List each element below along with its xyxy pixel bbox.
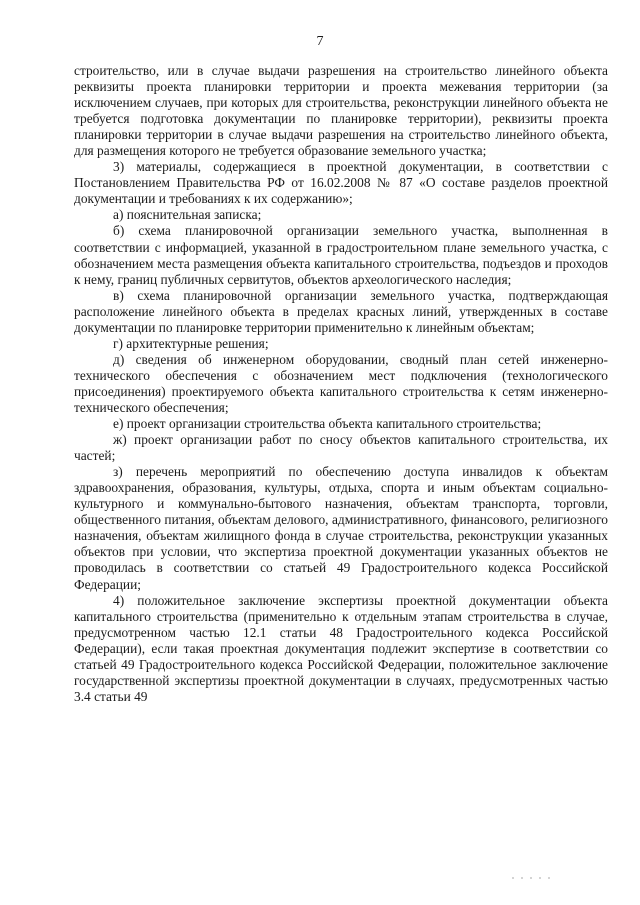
scan-artifact (512, 877, 554, 879)
paragraph-item-b: б) схема планировочной организации земельного участка, выполненная в соответствии с информацией, указанной в градостроительном плане земельного участка, с обозначением места размещения объекта капитального строительства, подъездов и проходов к нему, границ публичных сервитутов, объектов археологического наследия; (74, 223, 608, 287)
paragraph-item-d: д) сведения об инженерном оборудовании, сводный план сетей инженерно-технического обеспечения с обозначением мест подключения (технологического присоединения) проектируемого объекта капитального строительства к сетям инженерно-технического обеспечения; (74, 351, 608, 415)
paragraph-item-e: е) проект организации строительства объекта капитального строительства; (113, 416, 542, 432)
paragraph-item-3: 3) материалы, содержащиеся в проектной документации, в соответствии с Постановлением Правительства РФ от 16.02.2008 № 87 «О составе разделов проектной документации и требованиях к их содержанию»; (74, 159, 608, 207)
paragraph-item-4: 4) положительное заключение экспертизы проектной документации объекта капитального строительства (применительно к отдельным этапам строительства в случае, предусмотренном частью 12.1 статьи 48 Градостроительного кодекса Российской Федерации), если такая проектная документация подлежит экспертизе в соответствии со статьей 49 Градостроительного кодекса Российской Федерации, положительное заключение государственной экспертизы проектной документации в случаях, предусмотренных частью 3.4 статьи 49 (74, 592, 608, 704)
paragraph-item-z: з) перечень мероприятий по обеспечению доступа инвалидов к объектам здравоохранения, образования, культуры, отдыха, спорта и иным объектам социально-культурного и коммунально-бытового назначения, объектам транспорта, торговли, общественного питания, объектам делового, административного, финансового, религиозного назначения, объектам жилищного фонда в случае строительства, реконструкции указанных объектов при условии, что экспертиза проектной документации указанных объектов не проводилась в соответствии со статьей 49 Градостроительного кодекса Российской Федерации; (74, 464, 608, 592)
paragraph-item-zh: ж) проект организации работ по сносу объектов капитального строительства, их частей; (74, 432, 608, 464)
paragraph-item-v: в) схема планировочной организации земельного участка, подтверждающая расположение линейного объекта в пределах красных линий, утвержденных в составе документации по планировке территории применительно к линейным объектам; (74, 287, 608, 335)
page-number: 7 (316, 34, 324, 49)
paragraph-continuation: строительство, или в случае выдачи разрешения на строительство линейного объекта реквизиты проекта планировки территории и проекта межевания территории (за исключением случаев, при которых для строительства, реконструкции линейного объекта не требуется подготовка документации по планировке территории), реквизиты проекта планировки территории в случае выдачи разрешения на строительство линейного объекта, для размещения которого не требуется образование земельного участка; (74, 63, 608, 159)
body-text (74, 63, 608, 705)
paragraph-item-g: г) архитектурные решения; (113, 335, 269, 351)
paragraph-item-a: а) пояснительная записка; (113, 207, 262, 223)
